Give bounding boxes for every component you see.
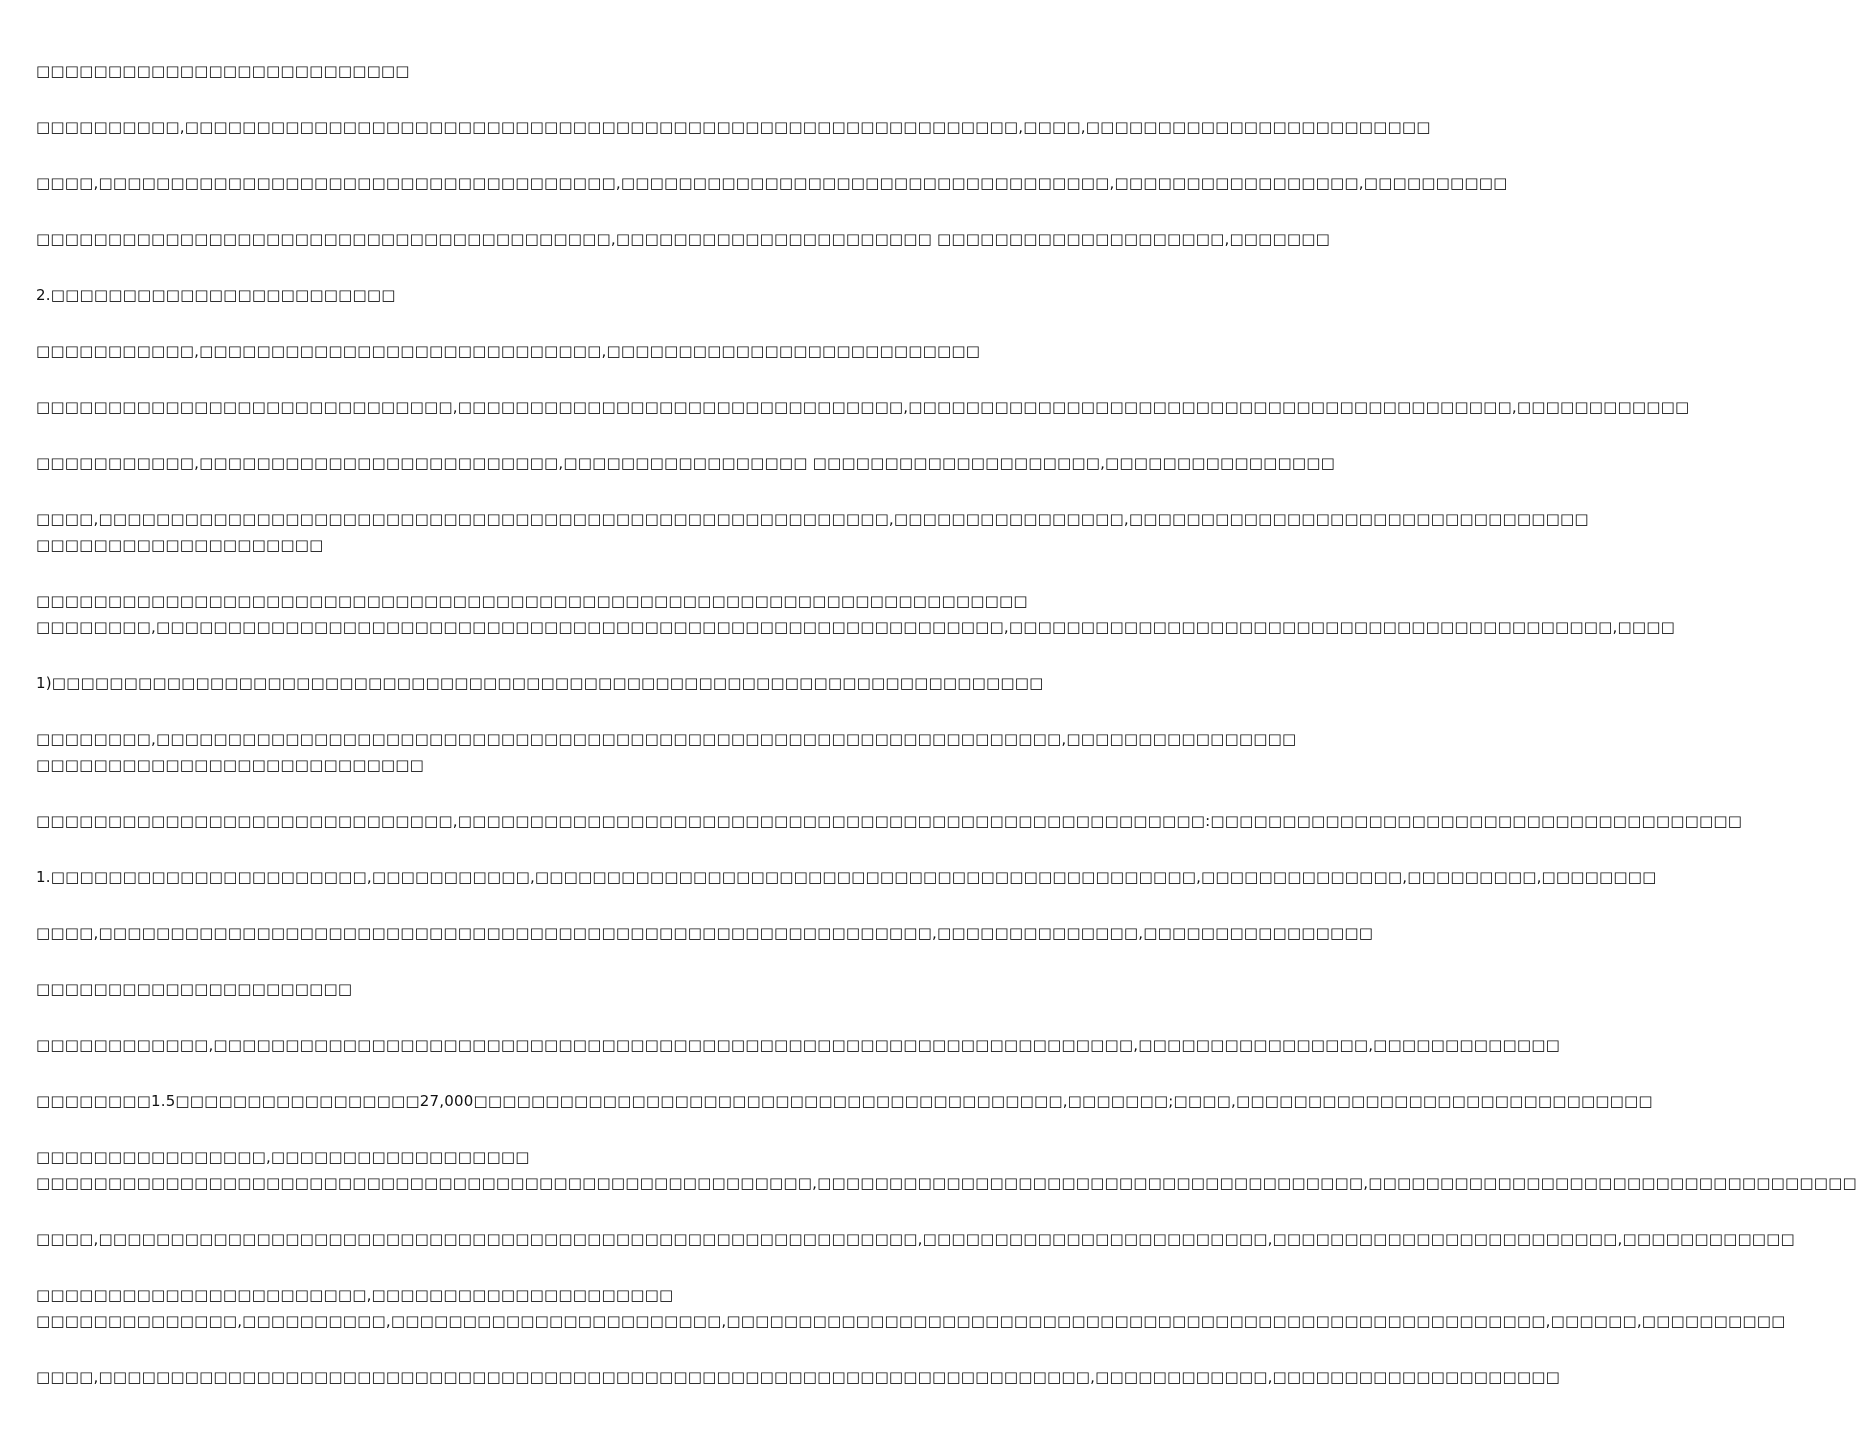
paragraph bbox=[36, 226, 1331, 252]
text-line: □□□□□□□□1.5□□□□□□□□□□□□□□□□□27,000□□□□□□□□□□□□□□□□□□□□□□□□□□□□□□□□□□□□□□□□□,□□□□□□□;□□□□,□□□□□□□□□□□□□□□□□□□□□□□□□□□□□ bbox=[36, 1092, 1653, 1110]
text-line: □□□□□□□□□□□,□□□□□□□□□□□□□□□□□□□□□□□□□,□□□□□□□□□□□□□□□□□ □□□□□□□□□□□□□□□□□□□□,□□□□□□□□□□□□□□□□ bbox=[36, 454, 1336, 472]
paragraph bbox=[36, 58, 990, 84]
text-line: □□□□□□□□□□□□□□□□□□□□□□□□□□ bbox=[36, 62, 410, 80]
text-line: □□□□□□□□□□□,□□□□□□□□□□□□□□□□□□□□□□□□□□□□,□□□□□□□□□□□□□□□□□□□□□□□□□□ bbox=[36, 342, 981, 360]
paragraph bbox=[36, 338, 990, 364]
text-line: □□□□,□□□□□□□□□□□□□□□□□□□□□□□□□□□□□□□□□□□□□□□□□□□□□□□□□□□□□□□,□□□□□□□□□□□□□□□□,□□□□□□□□□□□□□□□□□□□□□□□□□□□□□□□□ bbox=[36, 510, 1589, 528]
paragraph bbox=[36, 588, 1675, 640]
text-line: □□□□□□□□□□,□□□□□□□□□□□□□□□□□□□□□□□□□□□□□□□□□□□□□□□□□□□□□□□□□□□□□□□□□□,□□□□,□□□□□□□□□□□□□□□□□□□□□□□□ bbox=[36, 118, 1431, 136]
text-line: □□□□□□□□,□□□□□□□□□□□□□□□□□□□□□□□□□□□□□□□□□□□□□□□□□□□□□□□□□□□□□□□□□□□,□□□□□□□□□□□□□□□□□□□□□□□□□□□□□□□□□□□□□□□□□□,□□□□ bbox=[36, 618, 1675, 636]
text-line: □□□□□□□□□□□□□□□□□□□□□□□□□□□□□,□□□□□□□□□□□□□□□□□□□□□□□□□□□□□□□,□□□□□□□□□□□□□□□□□□□□□□□□□□□□□□□□□□□□□□□□□□,□□□□□□□□□□□□ bbox=[36, 398, 1690, 416]
text-line: □□□□,□□□□□□□□□□□□□□□□□□□□□□□□□□□□□□□□□□□□□□□□□□□□□□□□□□□□□□□□□□□□□□□□□□□□□,□□□□□□□□□□□□,□□□□□□□□□□□□□□□□□□□□ bbox=[36, 1368, 1561, 1386]
paragraph bbox=[36, 1144, 1857, 1196]
paragraph bbox=[36, 808, 1743, 834]
text-line: □□□□□□□□□□□□□□□□,□□□□□□□□□□□□□□□□□□ bbox=[36, 1148, 530, 1166]
text-line: □□□□□□□□□□□□□□,□□□□□□□□□□,□□□□□□□□□□□□□□□□□□□□□□□,□□□□□□□□□□□□□□□□□□□□□□□□□□□□□□□□□□□□□□□□□□□□□□□□□□□□□□□□□,□□□□□□,□□□□□□□□□□ bbox=[36, 1312, 1786, 1330]
text-line: 1)□□□□□□□□□□□□□□□□□□□□□□□□□□□□□□□□□□□□□□□□□□□□□□□□□□□□□□□□□□□□□□□□□□□□□ bbox=[36, 674, 1044, 692]
text-line: □□□□□□□□□□□□,□□□□□□□□□□□□□□□□□□□□□□□□□□□□□□□□□□□□□□□□□□□□□□□□□□□□□□□□□□□□□□□□,□□□□□□□□□□□□□□□□,□□□□□□□□□□□□□ bbox=[36, 1036, 1561, 1054]
paragraph bbox=[36, 506, 1589, 558]
text-line: □□□□□□□□□□□□□□□□□□□□□□□□□□□□□□□□□□□□□□□□□□□□□□□□□□□□□□□□□□□□□□□□□□□□□ bbox=[36, 592, 1028, 610]
paragraph bbox=[36, 1282, 1786, 1334]
paragraph bbox=[36, 114, 1431, 140]
paragraph bbox=[36, 1364, 1561, 1390]
document-body bbox=[36, 58, 1857, 1420]
paragraph bbox=[36, 450, 1336, 476]
text-line: □□□□□□□□□□□□□□□□□□□□□□□□□□□□□□□□□□□□□□□□□□□□□□□□□□□□□□,□□□□□□□□□□□□□□□□□□□□□□□□□□□□□□□□□□□□□□,□□□□□□□□□□□□□□□□□□□□□□□□□□□□□□□□□□ bbox=[36, 1174, 1857, 1192]
paragraph bbox=[36, 282, 990, 308]
text-line: □□□□□□□□□□□□□□□□□□□□□□□,□□□□□□□□□□□□□□□□□□□□□ bbox=[36, 1286, 674, 1304]
paragraph bbox=[36, 864, 1657, 890]
text-line: □□□□,□□□□□□□□□□□□□□□□□□□□□□□□□□□□□□□□□□□□□□□□□□□□□□□□□□□□□□□□□,□□□□□□□□□□□□□□□□□□□□□□□□,□□□□□□□□□□□□□□□□□□□□□□□□,□□□□□□□□□□□□ bbox=[36, 1230, 1795, 1248]
paragraph bbox=[36, 170, 1508, 196]
paragraph bbox=[36, 1088, 1653, 1114]
text-line: 2.□□□□□□□□□□□□□□□□□□□□□□□□ bbox=[36, 286, 396, 304]
text-line: □□□□,□□□□□□□□□□□□□□□□□□□□□□□□□□□□□□□□□□□□□□□□□□□□□□□□□□□□□□□□□□,□□□□□□□□□□□□□□,□□□□□□□□□□□□□□□□ bbox=[36, 924, 1374, 942]
text-line: □□□□,□□□□□□□□□□□□□□□□□□□□□□□□□□□□□□□□□□□□,□□□□□□□□□□□□□□□□□□□□□□□□□□□□□□□□□□,□□□□□□□□□□□□□□□□□,□□□□□□□□□□ bbox=[36, 174, 1508, 192]
text-line: 1.□□□□□□□□□□□□□□□□□□□□□□,□□□□□□□□□□□,□□□□□□□□□□□□□□□□□□□□□□□□□□□□□□□□□□□□□□□□□□□□□□,□□□□□□□□□□□□□□,□□□□□□□□□,□□□□□□□□ bbox=[36, 868, 1657, 886]
text-line: □□□□□□□□,□□□□□□□□□□□□□□□□□□□□□□□□□□□□□□□□□□□□□□□□□□□□□□□□□□□□□□□□□□□□□□□,□□□□□□□□□□□□□□□□ bbox=[36, 730, 1297, 748]
text-line: □□□□□□□□□□□□□□□□□□□□□□ bbox=[36, 980, 353, 998]
paragraph bbox=[36, 394, 1690, 420]
paragraph bbox=[36, 920, 1374, 946]
text-line: □□□□□□□□□□□□□□□□□□□□□□□□□□□□□,□□□□□□□□□□□□□□□□□□□□□□□□□□□□□□□□□□□□□□□□□□□□□□□□□□□□:□□□□□□□□□□□□□□□□□□□□□□□□□□□□□□□□□□□□□ bbox=[36, 812, 1743, 830]
paragraph bbox=[36, 1226, 1795, 1252]
paragraph bbox=[36, 1032, 1561, 1058]
text-line: □□□□□□□□□□□□□□□□□□□□□□□□□□□ bbox=[36, 756, 425, 774]
text-line: □□□□□□□□□□□□□□□□□□□□□□□□□□□□□□□□□□□□□□□□,□□□□□□□□□□□□□□□□□□□□□□ □□□□□□□□□□□□□□□□□□□□,□□□□□□□ bbox=[36, 230, 1331, 248]
paragraph bbox=[36, 726, 1297, 778]
text-line: □□□□□□□□□□□□□□□□□□□□ bbox=[36, 536, 324, 554]
paragraph bbox=[36, 976, 990, 1002]
paragraph bbox=[36, 670, 1044, 696]
